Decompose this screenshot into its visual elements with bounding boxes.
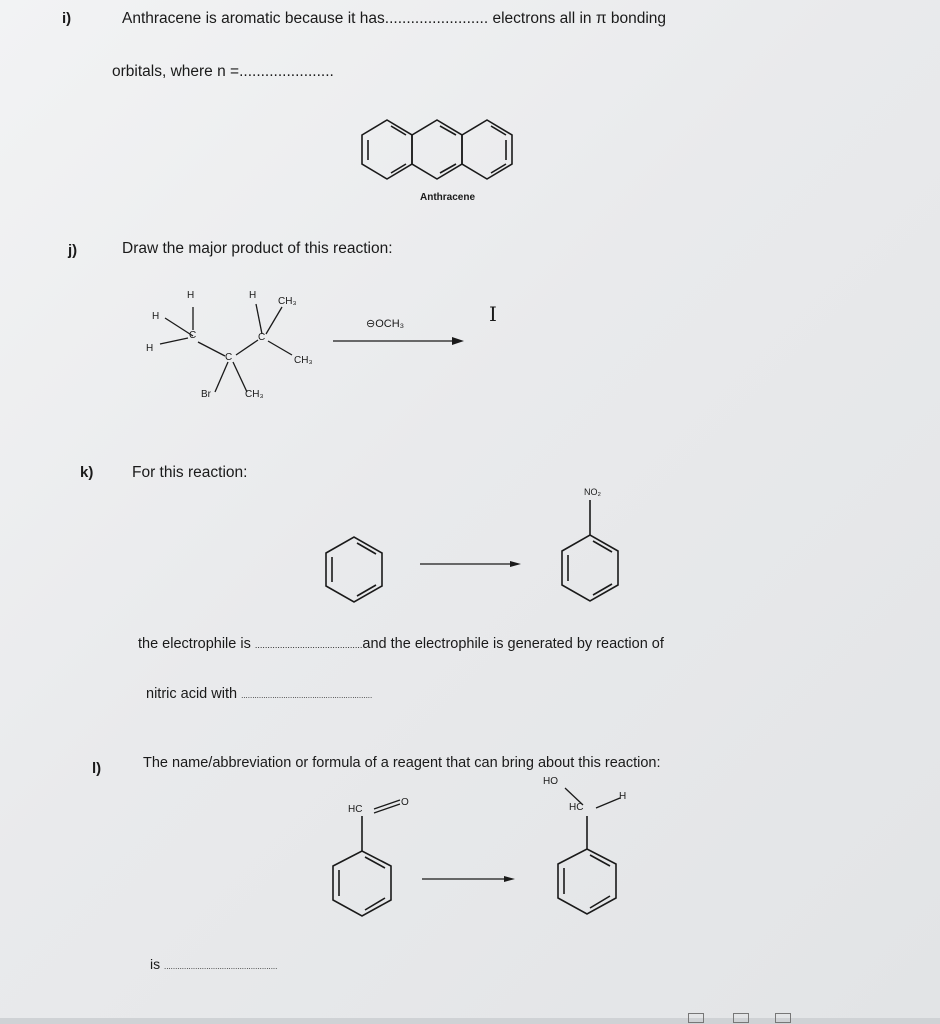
atom-ch3-top: CH₃ xyxy=(278,296,297,307)
benzyl-alcohol-structure xyxy=(558,788,620,914)
question-k-line1 xyxy=(138,636,664,652)
question-l-answer-blank: ................................................... xyxy=(164,962,278,971)
atom-br: Br xyxy=(201,389,211,400)
question-k-text-a: the electrophile is xyxy=(138,636,251,652)
question-i-label: i) xyxy=(62,10,72,27)
question-k-line2 xyxy=(146,686,372,702)
text-cursor-icon: I xyxy=(489,302,497,326)
question-l-label: l) xyxy=(92,760,102,777)
question-i-text-a: Anthracene is aromatic because it has xyxy=(122,10,385,27)
atom-c3: C xyxy=(225,352,233,363)
question-i-text-c: orbitals, where n = xyxy=(112,63,240,80)
alcohol-ho: HO xyxy=(543,776,558,787)
print-layout-icon[interactable] xyxy=(733,1013,749,1023)
aldehyde-hc: HC xyxy=(348,804,363,815)
question-k-blank1: ........................................... xyxy=(254,640,363,650)
question-k-text-b: and the electrophile is generated by reaction of xyxy=(362,636,664,652)
atom-h4: H xyxy=(146,343,154,354)
question-i-blank2: ...................... xyxy=(239,63,334,80)
question-i-text-b: electrons all in π bonding xyxy=(492,10,667,27)
benzene-structure xyxy=(326,537,382,602)
atom-h1: H xyxy=(187,290,195,301)
question-l-answer xyxy=(150,956,277,972)
status-bar xyxy=(0,1018,940,1024)
question-i-blank1: ........................ xyxy=(384,10,489,27)
atom-ch3-right: CH₃ xyxy=(294,355,313,366)
web-layout-icon[interactable] xyxy=(775,1013,791,1023)
atom-h3: H xyxy=(152,311,160,322)
aldehyde-o: O xyxy=(401,797,409,808)
question-k-text: For this reaction: xyxy=(132,464,248,481)
atom-no2: NO₂ xyxy=(584,487,601,497)
benzaldehyde-structure xyxy=(333,800,400,916)
anthracene-caption: Anthracene xyxy=(420,192,476,203)
question-k-blank2: ........................................................... xyxy=(241,691,373,700)
reagent-methoxide: ⊖OCH₃ xyxy=(366,318,405,330)
atom-c2: C xyxy=(258,332,266,343)
question-k-text-c: nitric acid with xyxy=(146,686,238,702)
question-j-label: j) xyxy=(68,242,78,259)
atom-ch3-bottom: CH₃ xyxy=(245,389,264,400)
atom-h2: H xyxy=(249,290,257,301)
question-l-answer-prefix: is xyxy=(150,956,161,972)
alcohol-hc: HC xyxy=(569,802,584,813)
alcohol-h: H xyxy=(619,791,627,802)
atom-c1: C xyxy=(189,330,197,341)
question-l-text: The name/abbreviation or formula of a reagent that can bring about this reaction: xyxy=(143,755,661,771)
bromoalkane-structure xyxy=(160,304,292,392)
read-mode-icon[interactable] xyxy=(688,1013,704,1023)
anthracene-structure xyxy=(362,120,512,179)
question-k-label: k) xyxy=(80,464,94,481)
question-j-text: Draw the major product of this reaction: xyxy=(122,240,393,257)
nitrobenzene-structure xyxy=(562,500,618,601)
